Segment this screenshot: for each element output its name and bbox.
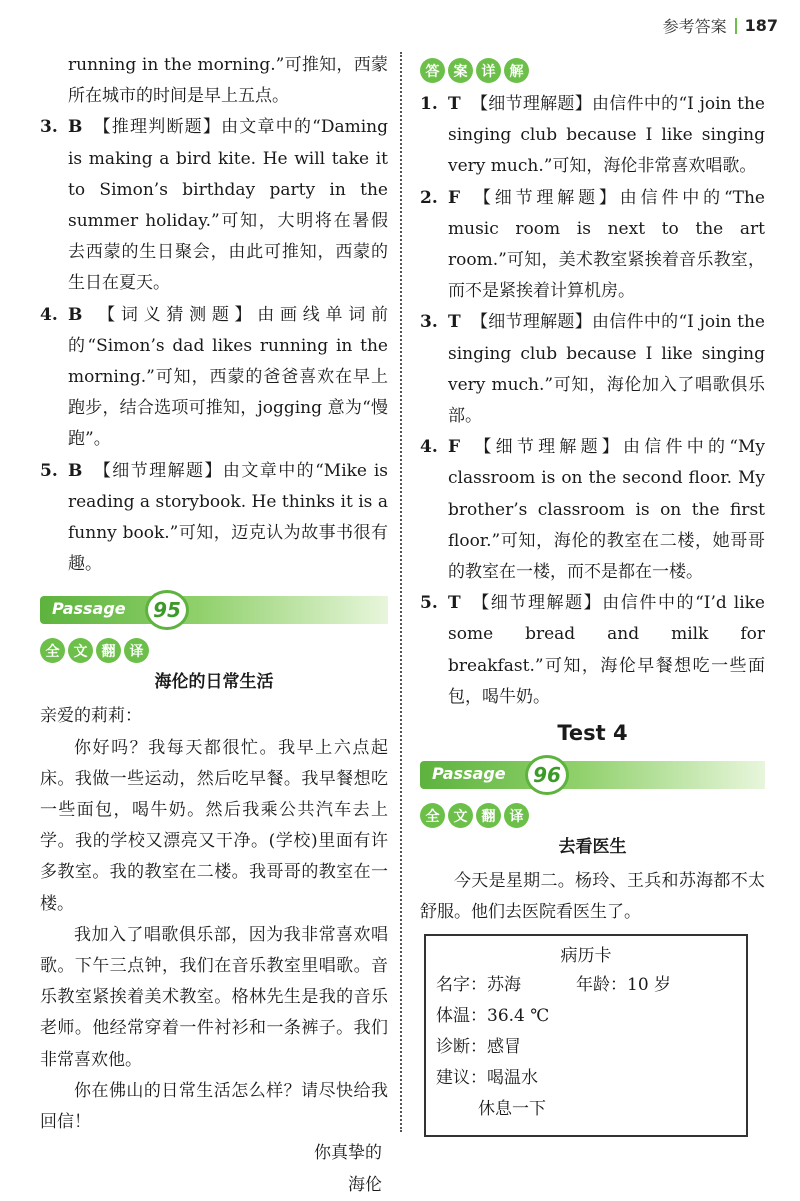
passage-95-banner <box>40 590 388 630</box>
passage-label: Passage <box>52 599 126 619</box>
item-answer: F <box>448 187 461 208</box>
item-answer: B <box>68 304 83 325</box>
card-caption: 病历卡 <box>560 946 612 967</box>
heading-badge: 翻 <box>96 638 121 663</box>
story-paragraph: 今天是星期二。杨玲、王兵和苏海都不太舒服。他们去医院看医生了。 <box>420 871 765 923</box>
item-number: 1. <box>420 94 438 114</box>
letter-paragraph: 你好吗？我每天都很忙。我早上六点起床。我做一些运动，然后吃早餐。我早餐想吃一些面包，喝牛奶。然后我乘公共汽车去上学。我的学校又漂亮又干净。(学校)里面有许多教室。我的教室在二楼。我哥哥的教室在一楼。 <box>40 737 388 914</box>
heading-badge: 文 <box>448 803 473 828</box>
item-explanation: 【细节理解题】由信件中的“The music room is next to the art room.”可知，美术教室紧挨着音乐教室，而不是紧挨着计算机房。 <box>448 187 765 302</box>
letter-closing: 你真挚的 <box>314 1143 382 1164</box>
item-explanation: 【推理判断题】由文章中的“Daming is making a bird kite. He will take it to Simon’s birthday party in the summer holiday.”可知，大明将在暑假去西蒙的生日聚会，由此可推知，西蒙的生日在夏天。 <box>68 117 388 294</box>
passage-number: 96 <box>525 755 569 795</box>
item-number: 4. <box>40 304 58 325</box>
answer-item-2 <box>420 183 765 308</box>
heading-badge: 译 <box>504 803 529 828</box>
answer-item-3 <box>420 307 765 432</box>
heading-badge: 文 <box>68 638 93 663</box>
answer-item-4 <box>420 432 765 588</box>
translation-heading <box>420 803 765 828</box>
answer-item-3 <box>40 112 388 299</box>
heading-badge: 全 <box>420 803 445 828</box>
passage-96-banner <box>420 755 765 795</box>
passage-number: 95 <box>145 590 189 630</box>
answer-item-5 <box>420 588 765 713</box>
item-number: 4. <box>420 437 438 458</box>
letter-paragraph: 我加入了唱歌俱乐部，因为我非常喜欢唱歌。下午三点钟，我们在音乐教室里唱歌。音乐教室紧挨着美术教室。格林先生是我的音乐老师。他经常穿着一件衬衫和一条裤子。我们非常喜欢他。 <box>40 924 388 1070</box>
item-answer: F <box>448 437 461 458</box>
story-title: 去看医生 <box>558 837 627 858</box>
heading-badge: 译 <box>124 638 149 663</box>
card-advice-continued: 休息一下 <box>478 1099 546 1120</box>
letter-title: 海伦的日常生活 <box>154 672 274 693</box>
heading-badge: 全 <box>40 638 65 663</box>
item-explanation: 【细节理解题】由信件中的“I join the singing club because I like singing very much.”可知，海伦非常喜欢唱歌。 <box>448 94 765 177</box>
item-number: 3. <box>40 117 58 138</box>
header-separator <box>735 18 737 34</box>
translation-heading <box>40 638 388 663</box>
heading-badge: 翻 <box>476 803 501 828</box>
item-answer: T <box>448 312 461 333</box>
item-number: 5. <box>40 460 58 481</box>
left-column <box>40 50 388 1201</box>
item-number: 3. <box>420 312 438 333</box>
card-name: 名字：苏海 <box>436 975 521 996</box>
column-divider <box>400 52 402 1132</box>
item-explanation: 【细节理解题】由信件中的“My classroom is on the second floor. My brother’s classroom is on the first floor.”可知，海伦的教室在二楼，她哥哥的教室在一楼，而不是都在一楼。 <box>448 437 765 583</box>
test-title: Test 4 <box>557 721 628 746</box>
heading-badge: 解 <box>504 58 529 83</box>
medical-record-card <box>424 934 748 1137</box>
page-number: 187 <box>744 16 778 35</box>
continued-answer: running in the morning.”可推知，西蒙所在城市的时间是早上五点。 <box>68 55 388 107</box>
passage-label: Passage <box>432 764 506 784</box>
answer-heading <box>420 58 765 83</box>
answer-item-4 <box>40 300 388 456</box>
item-answer: B <box>68 117 83 138</box>
card-row-name-age <box>436 970 736 1001</box>
item-explanation: 【词义猜测题】由画线单词前的“Simon’s dad likes running in the morning.”可知，西蒙的爸爸喜欢在早上跑步，结合选项可推知，jogging 意为“慢跑”。 <box>68 304 388 450</box>
answer-item-1 <box>420 89 765 183</box>
letter-greeting: 亲爱的莉莉： <box>40 706 142 727</box>
letter-paragraph: 你在佛山的日常生活怎么样？请尽快给我回信！ <box>40 1080 388 1133</box>
item-answer: T <box>448 94 461 114</box>
item-number: 5. <box>420 593 438 614</box>
heading-badge: 详 <box>476 58 501 83</box>
item-explanation: 【细节理解题】由文章中的“Mike is reading a storybook. He thinks it is a funny book.”可知，迈克认为故事书很有趣。 <box>68 460 388 575</box>
item-number: 2. <box>420 187 438 208</box>
right-column <box>420 50 765 1137</box>
item-answer: T <box>448 593 461 614</box>
card-temperature: 体温：36.4 ℃ <box>436 1006 550 1027</box>
card-advice: 建议：喝温水 <box>436 1068 538 1089</box>
item-explanation: 【细节理解题】由信件中的“I join the singing club because I like singing very much.”可知，海伦加入了唱歌俱乐部。 <box>448 312 765 427</box>
page-header <box>663 14 778 37</box>
card-age: 年龄：10 岁 <box>576 975 672 996</box>
letter-signature: 海伦 <box>348 1174 382 1195</box>
item-answer: B <box>68 460 83 481</box>
heading-badge: 答 <box>420 58 445 83</box>
answer-item-5 <box>40 456 388 581</box>
card-diagnosis: 诊断：感冒 <box>436 1037 521 1058</box>
item-explanation: 【细节理解题】由信件中的“I’d like some bread and milk for breakfast.”可知，海伦早餐想吃一些面包，喝牛奶。 <box>448 593 765 707</box>
heading-badge: 案 <box>448 58 473 83</box>
section-title: 参考答案 <box>662 17 727 36</box>
